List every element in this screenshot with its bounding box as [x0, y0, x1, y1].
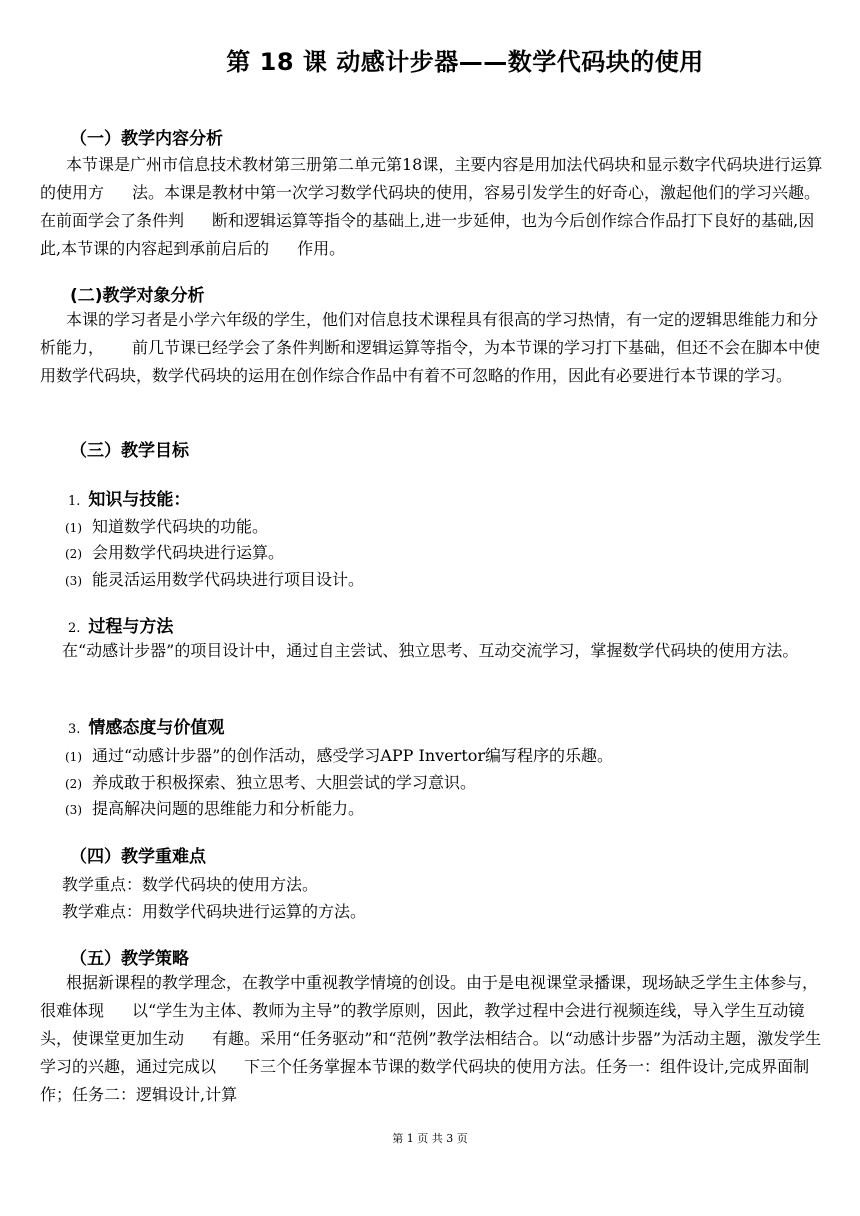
page-footer: 第 1 页 共 3 页	[392, 1132, 468, 1145]
item-number: (1)	[65, 521, 82, 535]
paragraph-segment: 本节课是广州市信息技术教材第三册第二单元第18课，主要内容是用加法代码块和显示数字代码块进行运算的使用方	[40, 155, 823, 202]
section-heading-teaching-goals: （三）教学目标	[70, 441, 189, 461]
subheading-text: 过程与方法	[88, 617, 174, 637]
difficult-point-line: 教学难点：用数学代码块进行运算的方法。	[62, 902, 367, 921]
subheading-process-methods	[68, 612, 173, 637]
item-number: (2)	[65, 777, 82, 791]
paragraph-segment: 断和逻辑运算等指令的基础上,进一步延伸，也为今后创作综合作品打下良好的基础,因此,本节课的内容起到承前启后的	[40, 211, 815, 258]
subheading-text: 知识与技能：	[88, 490, 191, 510]
subheading-knowledge-skills	[68, 485, 190, 510]
section-heading-content-analysis: （一）教学内容分析	[70, 129, 223, 149]
item-number: (3)	[65, 803, 82, 817]
section-heading-key-difficult-points: （四）教学重难点	[70, 847, 206, 867]
learner-analysis-paragraph	[40, 306, 832, 390]
item-text: 能灵活运用数学代码块进行项目设计。	[92, 570, 365, 589]
goal-list-item	[65, 514, 268, 537]
key-point-line: 教学重点：数学代码块的使用方法。	[62, 875, 319, 894]
paragraph-segment: 法。本课是教材中第一次学习数学代码块的使用，容易引发学生的好奇心，激起他们的学习兴趣。在前面学会了条件判	[40, 183, 821, 230]
section-heading-learner-analysis: (二)教学对象分析	[70, 286, 205, 306]
subheading-number: 2.	[68, 621, 81, 636]
item-number: (3)	[65, 574, 82, 588]
subheading-number: 3.	[68, 722, 81, 737]
paragraph-segment: 根据新课程的教学理念，在教学中重视教学情境的创设。由于是电视课堂录播课，现场缺乏学生主体参与，很难体现	[40, 973, 819, 1020]
paragraph-segment: 有趣。采用“任务驱动”和“范例”教学法相结合。以“动感计步器”为活动主题，激发学生学习的兴趣，通过完成以	[40, 1029, 822, 1076]
goal-list-item	[65, 567, 364, 590]
item-number: (2)	[65, 547, 82, 561]
item-text: 提高解决问题的思维能力和分析能力。	[92, 799, 365, 818]
paragraph-segment: 以“学生为主体、教师为主导”的教学原则，因此，教学过程中会进行视频连线，导入学生互动镜头，使课堂更加生动	[40, 1001, 805, 1048]
item-text: 知道数学代码块的功能。	[92, 517, 269, 536]
paragraph-segment: 下三个任务掌握本节课的数学代码块的使用方法。任务一：组件设计,完成界面制作；任务二：逻辑设计,计算	[40, 1057, 810, 1104]
process-methods-paragraph: 在“动感计步器”的项目设计中，通过自主尝试、独立思考、互动交流学习，掌握数学代码块的使用方法。	[62, 641, 799, 660]
content-analysis-paragraph	[40, 151, 832, 263]
item-text: 养成敢于积极探索、独立思考、大胆尝试的学习意识。	[92, 773, 477, 792]
item-number: (1)	[65, 750, 82, 764]
subheading-number: 1.	[68, 494, 81, 509]
subheading-text: 情感态度与价值观	[88, 718, 225, 738]
subheading-attitude-values	[68, 713, 224, 738]
paragraph-segment: 作用。	[297, 239, 346, 258]
paragraph-segment: 前几节课已经学会了条件判断和逻辑运算等指令，为本节课的学习打下基础，但还不会在脚本中使用数学代码块，数学代码块的运用在创作综合作品中有着不可忽略的作用，因此有必要进行本节课的学习。	[40, 338, 821, 385]
goal-list-item	[65, 743, 613, 766]
item-text: 会用数学代码块进行运算。	[92, 543, 285, 562]
item-text: 通过“动感计步器”的创作活动，感受学习APP Invertor编写程序的乐趣。	[92, 746, 614, 765]
section-heading-teaching-strategy: （五）教学策略	[70, 949, 189, 969]
goal-list-item	[65, 796, 364, 819]
goal-list-item	[65, 540, 284, 563]
paragraph-segment: 本课的学习者是小学六年级的学生，他们对信息技术课程具有很高的学习热情，有一定的逻辑思维能力和分析能力，	[40, 310, 819, 357]
page-title: 第 18 课 动感计步器——数学代码块的使用	[226, 48, 704, 76]
teaching-strategy-paragraph	[40, 969, 832, 1109]
goal-list-item	[65, 770, 476, 793]
